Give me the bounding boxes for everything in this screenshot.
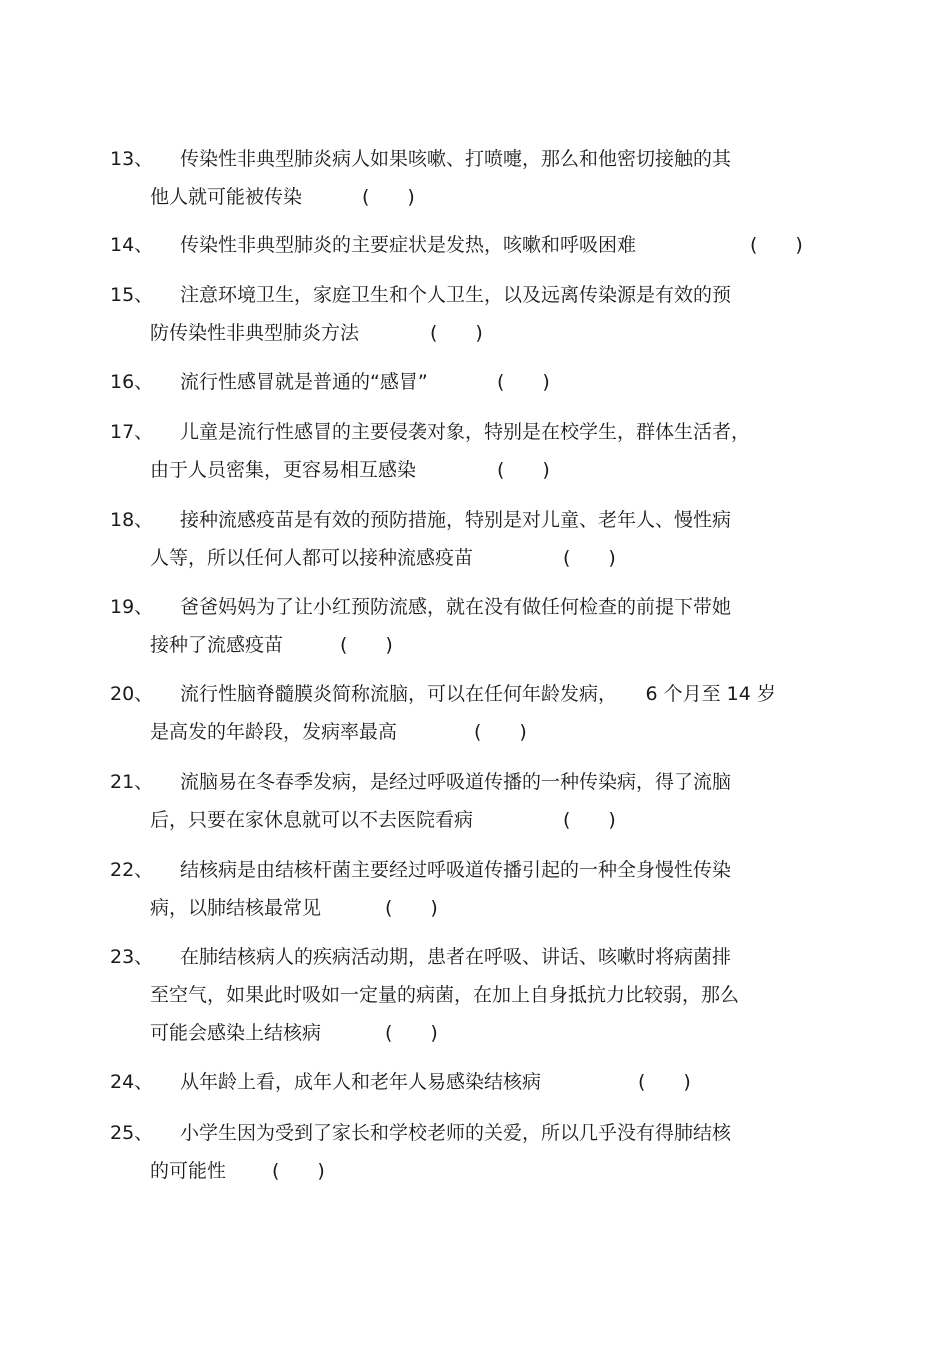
answer-blank[interactable]: ( ) [430,322,483,344]
question-text-line: 爸爸妈妈为了让小红预防流感，就在没有做任何检查的前提下带她 [180,596,732,618]
answer-blank[interactable]: ( ) [497,371,550,393]
answer-blank[interactable]: ( ) [362,186,415,208]
question-text-line: 防传染性非典型肺炎方法 [150,322,360,344]
question-number: 20、 [110,683,154,705]
answer-blank[interactable]: ( ) [497,459,550,481]
answer-blank[interactable]: ( ) [563,547,616,569]
question-number: 16、 [110,371,154,393]
answer-blank[interactable]: ( ) [563,809,616,831]
question-text-line: 在肺结核病人的疾病活动期，患者在呼吸、讲话、咳嗽时将病菌排 [180,946,732,968]
question-text-line: 接种流感疫苗是有效的预防措施，特别是对儿童、老年人、慢性病 [180,509,732,531]
question-number: 25、 [110,1122,154,1144]
question-number: 21、 [110,771,154,793]
question-text-line: 结核病是由结核杆菌主要经过呼吸道传播引起的一种全身慢性传染 [180,859,732,881]
answer-blank[interactable]: ( ) [638,1071,691,1093]
question-text-line: 人等，所以任何人都可以接种流感疫苗 [150,547,474,569]
question-text-line: 可能会感染上结核病 [150,1022,322,1044]
question-number: 14、 [110,234,154,256]
question-text-line: 小学生因为受到了家长和学校老师的关爱，所以几乎没有得肺结核 [180,1122,732,1144]
question-text-line: 病，以肺结核最常见 [150,897,322,919]
answer-blank[interactable]: ( ) [385,897,438,919]
question-text-line: 是高发的年龄段，发病率最高 [150,721,398,743]
question-number: 22、 [110,859,154,881]
question-number: 17、 [110,421,154,443]
answer-blank[interactable]: ( ) [474,721,527,743]
question-text-line: 传染性非典型肺炎病人如果咳嗽、打喷嚏，那么和他密切接触的其 [180,148,732,170]
question-text-line: 流行性脑脊髓膜炎简称流脑，可以在任何年龄发病， 6 个月至 14 岁 [180,683,776,705]
question-text-line: 接种了流感疫苗 [150,634,284,656]
question-number: 23、 [110,946,154,968]
question-number: 19、 [110,596,154,618]
question-number: 18、 [110,509,154,531]
question-text-line: 儿童是流行性感冒的主要侵袭对象，特别是在校学生，群体生活者， [180,421,751,443]
question-text-line: 流脑易在冬春季发病，是经过呼吸道传播的一种传染病，得了流脑 [180,771,732,793]
question-text-line: 传染性非典型肺炎的主要症状是发热，咳嗽和呼吸困难 [180,234,637,256]
answer-blank[interactable]: ( ) [340,634,393,656]
answer-blank[interactable]: ( ) [272,1160,325,1182]
question-text-line: 流行性感冒就是普通的“感冒” [180,371,428,393]
question-text-line: 后，只要在家休息就可以不去医院看病 [150,809,474,831]
question-number: 13、 [110,148,154,170]
question-number: 15、 [110,284,154,306]
answer-blank[interactable]: ( ) [750,234,803,256]
question-text-line: 的可能性 [150,1160,227,1182]
question-text-line: 由于人员密集，更容易相互感染 [150,459,417,481]
question-number: 24、 [110,1071,154,1093]
answer-blank[interactable]: ( ) [385,1022,438,1044]
question-text-line: 从年龄上看，成年人和老年人易感染结核病 [180,1071,542,1093]
question-text-line: 他人就可能被传染 [150,186,303,208]
question-text-line: 注意环境卫生，家庭卫生和个人卫生，以及远离传染源是有效的预 [180,284,732,306]
question-text-line: 至空气，如果此时吸如一定量的病菌，在加上自身抵抗力比较弱，那么 [150,984,740,1006]
